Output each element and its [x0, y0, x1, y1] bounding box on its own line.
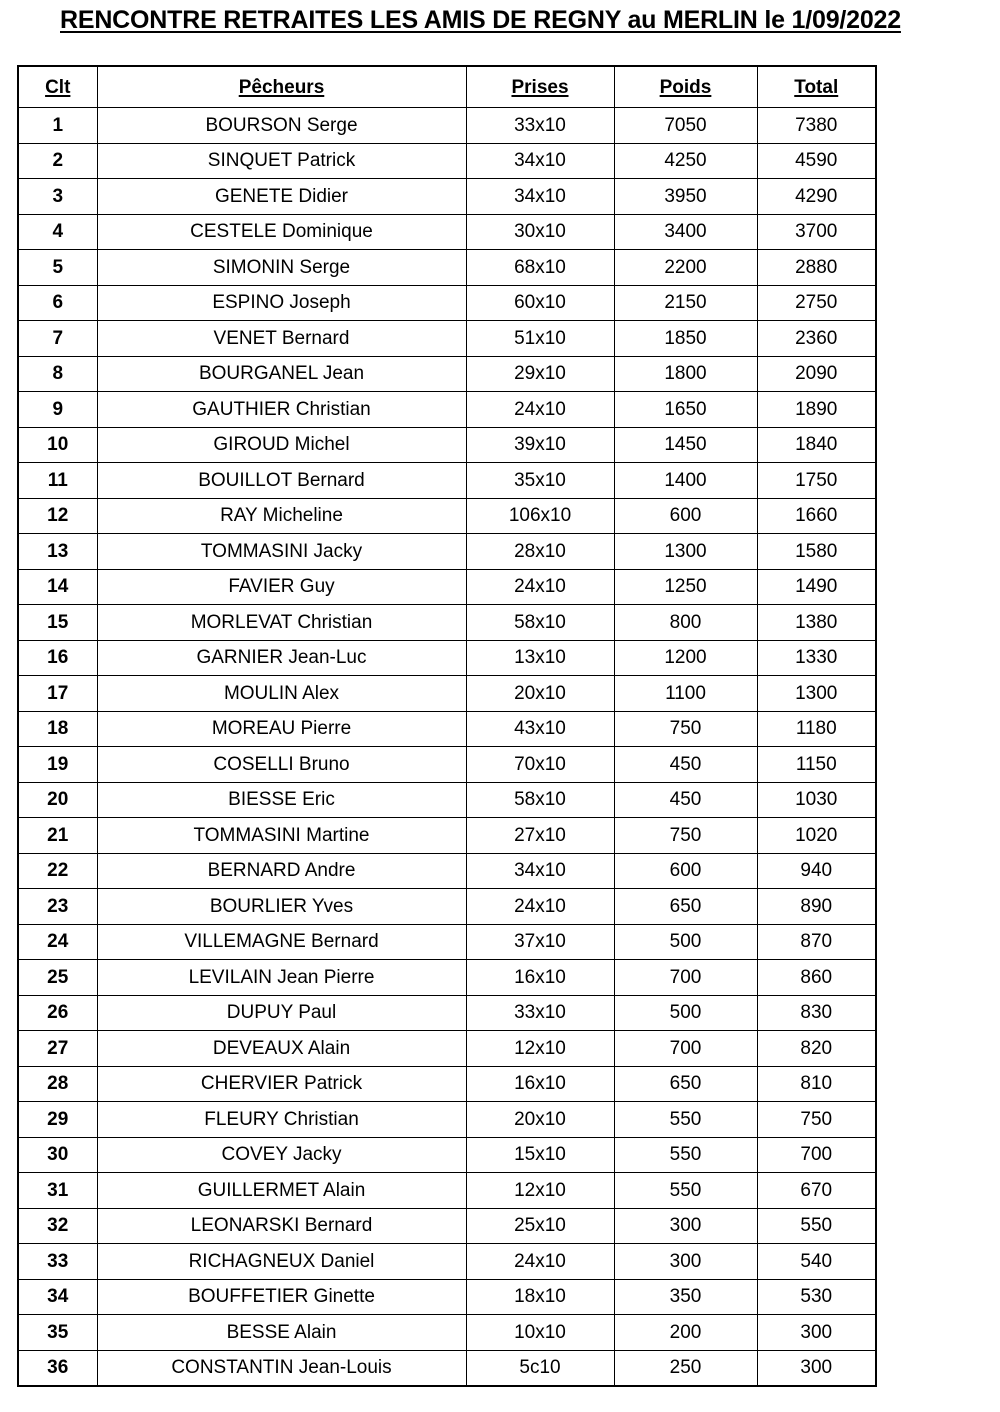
cell-poids: 600	[614, 498, 757, 534]
cell-pecheur: ESPINO Joseph	[97, 285, 466, 321]
cell-clt: 19	[18, 747, 97, 783]
table-row	[18, 1066, 876, 1102]
cell-clt: 31	[18, 1173, 97, 1209]
cell-clt: 35	[18, 1315, 97, 1351]
cell-clt: 6	[18, 285, 97, 321]
cell-clt: 21	[18, 818, 97, 854]
table-row	[18, 463, 876, 499]
cell-poids: 750	[614, 818, 757, 854]
cell-poids: 1650	[614, 392, 757, 428]
cell-poids: 1850	[614, 321, 757, 357]
cell-prises: 33x10	[466, 995, 614, 1031]
cell-clt: 25	[18, 960, 97, 996]
cell-prises: 24x10	[466, 889, 614, 925]
cell-prises: 16x10	[466, 1066, 614, 1102]
cell-pecheur: CHERVIER Patrick	[97, 1066, 466, 1102]
table-header-row	[18, 66, 876, 108]
cell-clt: 18	[18, 711, 97, 747]
table-row	[18, 214, 876, 250]
cell-total: 540	[757, 1244, 876, 1280]
cell-poids: 800	[614, 605, 757, 641]
cell-prises: 13x10	[466, 640, 614, 676]
cell-pecheur: BOURGANEL Jean	[97, 356, 466, 392]
cell-pecheur: SIMONIN Serge	[97, 250, 466, 286]
table-row	[18, 321, 876, 357]
cell-poids: 450	[614, 747, 757, 783]
cell-pecheur: COVEY Jacky	[97, 1137, 466, 1173]
cell-clt: 28	[18, 1066, 97, 1102]
table-row	[18, 285, 876, 321]
cell-total: 830	[757, 995, 876, 1031]
table-row	[18, 782, 876, 818]
table-row	[18, 1208, 876, 1244]
cell-pecheur: LEVILAIN Jean Pierre	[97, 960, 466, 996]
cell-total: 4590	[757, 143, 876, 179]
cell-poids: 1100	[614, 676, 757, 712]
cell-pecheur: BESSE Alain	[97, 1315, 466, 1351]
cell-clt: 36	[18, 1350, 97, 1386]
cell-clt: 3	[18, 179, 97, 215]
cell-pecheur: COSELLI Bruno	[97, 747, 466, 783]
cell-pecheur: RAY Micheline	[97, 498, 466, 534]
cell-pecheur: FAVIER Guy	[97, 569, 466, 605]
table-row	[18, 427, 876, 463]
cell-total: 810	[757, 1066, 876, 1102]
cell-poids: 550	[614, 1173, 757, 1209]
cell-poids: 1300	[614, 534, 757, 570]
cell-pecheur: VILLEMAGNE Bernard	[97, 924, 466, 960]
table-row	[18, 356, 876, 392]
cell-total: 890	[757, 889, 876, 925]
cell-prises: 20x10	[466, 676, 614, 712]
cell-poids: 750	[614, 711, 757, 747]
cell-poids: 4250	[614, 143, 757, 179]
cell-total: 2090	[757, 356, 876, 392]
cell-clt: 16	[18, 640, 97, 676]
table-row	[18, 1279, 876, 1315]
cell-poids: 7050	[614, 108, 757, 144]
table-row	[18, 1315, 876, 1351]
cell-total: 1890	[757, 392, 876, 428]
cell-poids: 600	[614, 853, 757, 889]
cell-clt: 24	[18, 924, 97, 960]
cell-pecheur: DEVEAUX Alain	[97, 1031, 466, 1067]
table-row	[18, 995, 876, 1031]
cell-poids: 1450	[614, 427, 757, 463]
cell-total: 820	[757, 1031, 876, 1067]
cell-total: 860	[757, 960, 876, 996]
cell-pecheur: BOURLIER Yves	[97, 889, 466, 925]
cell-total: 1750	[757, 463, 876, 499]
header-prises: Prises	[466, 66, 614, 108]
cell-prises: 30x10	[466, 214, 614, 250]
cell-poids: 500	[614, 995, 757, 1031]
cell-total: 940	[757, 853, 876, 889]
table-row	[18, 960, 876, 996]
cell-pecheur: MOREAU Pierre	[97, 711, 466, 747]
cell-total: 550	[757, 1208, 876, 1244]
cell-poids: 1400	[614, 463, 757, 499]
cell-prises: 28x10	[466, 534, 614, 570]
cell-clt: 1	[18, 108, 97, 144]
cell-total: 700	[757, 1137, 876, 1173]
cell-pecheur: MORLEVAT Christian	[97, 605, 466, 641]
table-row	[18, 605, 876, 641]
cell-total: 1150	[757, 747, 876, 783]
table-row	[18, 640, 876, 676]
cell-prises: 35x10	[466, 463, 614, 499]
header-poids: Poids	[614, 66, 757, 108]
cell-clt: 9	[18, 392, 97, 428]
cell-pecheur: TOMMASINI Martine	[97, 818, 466, 854]
cell-prises: 58x10	[466, 605, 614, 641]
cell-total: 750	[757, 1102, 876, 1138]
table-row	[18, 676, 876, 712]
cell-total: 1660	[757, 498, 876, 534]
cell-prises: 70x10	[466, 747, 614, 783]
cell-prises: 12x10	[466, 1031, 614, 1067]
cell-total: 1030	[757, 782, 876, 818]
table-row	[18, 534, 876, 570]
cell-total: 1580	[757, 534, 876, 570]
cell-poids: 3950	[614, 179, 757, 215]
cell-pecheur: LEONARSKI Bernard	[97, 1208, 466, 1244]
cell-total: 870	[757, 924, 876, 960]
cell-prises: 10x10	[466, 1315, 614, 1351]
cell-poids: 650	[614, 1066, 757, 1102]
table-row	[18, 569, 876, 605]
cell-poids: 300	[614, 1244, 757, 1280]
table-row	[18, 1031, 876, 1067]
cell-pecheur: SINQUET Patrick	[97, 143, 466, 179]
cell-clt: 30	[18, 1137, 97, 1173]
cell-clt: 26	[18, 995, 97, 1031]
table-body	[18, 108, 876, 1387]
cell-clt: 34	[18, 1279, 97, 1315]
cell-clt: 29	[18, 1102, 97, 1138]
cell-prises: 33x10	[466, 108, 614, 144]
cell-clt: 4	[18, 214, 97, 250]
cell-prises: 12x10	[466, 1173, 614, 1209]
cell-poids: 500	[614, 924, 757, 960]
cell-poids: 2150	[614, 285, 757, 321]
cell-prises: 16x10	[466, 960, 614, 996]
table-row	[18, 853, 876, 889]
table-row	[18, 1173, 876, 1209]
cell-prises: 37x10	[466, 924, 614, 960]
table-row	[18, 392, 876, 428]
cell-total: 1380	[757, 605, 876, 641]
cell-clt: 14	[18, 569, 97, 605]
cell-pecheur: GIROUD Michel	[97, 427, 466, 463]
cell-total: 1180	[757, 711, 876, 747]
cell-prises: 29x10	[466, 356, 614, 392]
cell-pecheur: FLEURY Christian	[97, 1102, 466, 1138]
cell-prises: 51x10	[466, 321, 614, 357]
cell-pecheur: TOMMASINI Jacky	[97, 534, 466, 570]
cell-clt: 12	[18, 498, 97, 534]
cell-total: 2880	[757, 250, 876, 286]
cell-pecheur: RICHAGNEUX Daniel	[97, 1244, 466, 1280]
table-row	[18, 1350, 876, 1386]
cell-total: 1020	[757, 818, 876, 854]
table-row	[18, 924, 876, 960]
cell-total: 7380	[757, 108, 876, 144]
cell-clt: 13	[18, 534, 97, 570]
cell-pecheur: GAUTHIER Christian	[97, 392, 466, 428]
cell-poids: 450	[614, 782, 757, 818]
cell-total: 1840	[757, 427, 876, 463]
cell-prises: 24x10	[466, 1244, 614, 1280]
cell-poids: 200	[614, 1315, 757, 1351]
cell-prises: 34x10	[466, 143, 614, 179]
cell-poids: 300	[614, 1208, 757, 1244]
cell-prises: 5c10	[466, 1350, 614, 1386]
cell-total: 2750	[757, 285, 876, 321]
cell-prises: 58x10	[466, 782, 614, 818]
cell-clt: 15	[18, 605, 97, 641]
cell-pecheur: BOUFFETIER Ginette	[97, 1279, 466, 1315]
cell-pecheur: CONSTANTIN Jean-Louis	[97, 1350, 466, 1386]
cell-clt: 22	[18, 853, 97, 889]
table-row	[18, 143, 876, 179]
cell-pecheur: VENET Bernard	[97, 321, 466, 357]
cell-clt: 32	[18, 1208, 97, 1244]
results-table	[17, 65, 877, 1387]
cell-prises: 68x10	[466, 250, 614, 286]
table-row	[18, 179, 876, 215]
cell-total: 530	[757, 1279, 876, 1315]
table-row	[18, 108, 876, 144]
cell-clt: 7	[18, 321, 97, 357]
cell-clt: 23	[18, 889, 97, 925]
table-row	[18, 498, 876, 534]
header-pecheurs: Pêcheurs	[97, 66, 466, 108]
cell-pecheur: GENETE Didier	[97, 179, 466, 215]
cell-prises: 20x10	[466, 1102, 614, 1138]
cell-total: 3700	[757, 214, 876, 250]
header-total: Total	[757, 66, 876, 108]
cell-poids: 250	[614, 1350, 757, 1386]
cell-prises: 34x10	[466, 179, 614, 215]
table-row	[18, 1244, 876, 1280]
cell-prises: 106x10	[466, 498, 614, 534]
table-row	[18, 1137, 876, 1173]
table-row	[18, 250, 876, 286]
table-row	[18, 818, 876, 854]
table-row	[18, 747, 876, 783]
table-row	[18, 711, 876, 747]
cell-prises: 25x10	[466, 1208, 614, 1244]
cell-poids: 550	[614, 1137, 757, 1173]
cell-clt: 5	[18, 250, 97, 286]
cell-prises: 34x10	[466, 853, 614, 889]
cell-clt: 17	[18, 676, 97, 712]
cell-total: 300	[757, 1350, 876, 1386]
cell-prises: 39x10	[466, 427, 614, 463]
cell-poids: 1800	[614, 356, 757, 392]
table-row	[18, 1102, 876, 1138]
cell-pecheur: BERNARD Andre	[97, 853, 466, 889]
cell-pecheur: DUPUY Paul	[97, 995, 466, 1031]
cell-clt: 10	[18, 427, 97, 463]
cell-clt: 2	[18, 143, 97, 179]
table-row	[18, 889, 876, 925]
cell-pecheur: BOURSON Serge	[97, 108, 466, 144]
cell-prises: 24x10	[466, 392, 614, 428]
cell-prises: 24x10	[466, 569, 614, 605]
cell-prises: 43x10	[466, 711, 614, 747]
cell-poids: 550	[614, 1102, 757, 1138]
cell-pecheur: BIESSE Eric	[97, 782, 466, 818]
cell-clt: 8	[18, 356, 97, 392]
cell-prises: 18x10	[466, 1279, 614, 1315]
cell-pecheur: GARNIER Jean-Luc	[97, 640, 466, 676]
cell-poids: 650	[614, 889, 757, 925]
cell-total: 1300	[757, 676, 876, 712]
cell-clt: 33	[18, 1244, 97, 1280]
cell-poids: 2200	[614, 250, 757, 286]
cell-clt: 20	[18, 782, 97, 818]
header-clt: Clt	[18, 66, 97, 108]
cell-prises: 60x10	[466, 285, 614, 321]
cell-pecheur: MOULIN Alex	[97, 676, 466, 712]
cell-pecheur: CESTELE Dominique	[97, 214, 466, 250]
cell-pecheur: GUILLERMET Alain	[97, 1173, 466, 1209]
cell-poids: 700	[614, 1031, 757, 1067]
cell-poids: 700	[614, 960, 757, 996]
cell-poids: 3400	[614, 214, 757, 250]
cell-total: 670	[757, 1173, 876, 1209]
cell-total: 300	[757, 1315, 876, 1351]
cell-clt: 11	[18, 463, 97, 499]
cell-total: 1330	[757, 640, 876, 676]
cell-prises: 15x10	[466, 1137, 614, 1173]
cell-poids: 350	[614, 1279, 757, 1315]
cell-total: 1490	[757, 569, 876, 605]
cell-prises: 27x10	[466, 818, 614, 854]
cell-poids: 1200	[614, 640, 757, 676]
cell-clt: 27	[18, 1031, 97, 1067]
cell-total: 4290	[757, 179, 876, 215]
page-title: RENCONTRE RETRAITES LES AMIS DE REGNY au MERLIN le 1/09/2022	[60, 6, 901, 34]
cell-pecheur: BOUILLOT Bernard	[97, 463, 466, 499]
cell-poids: 1250	[614, 569, 757, 605]
cell-total: 2360	[757, 321, 876, 357]
